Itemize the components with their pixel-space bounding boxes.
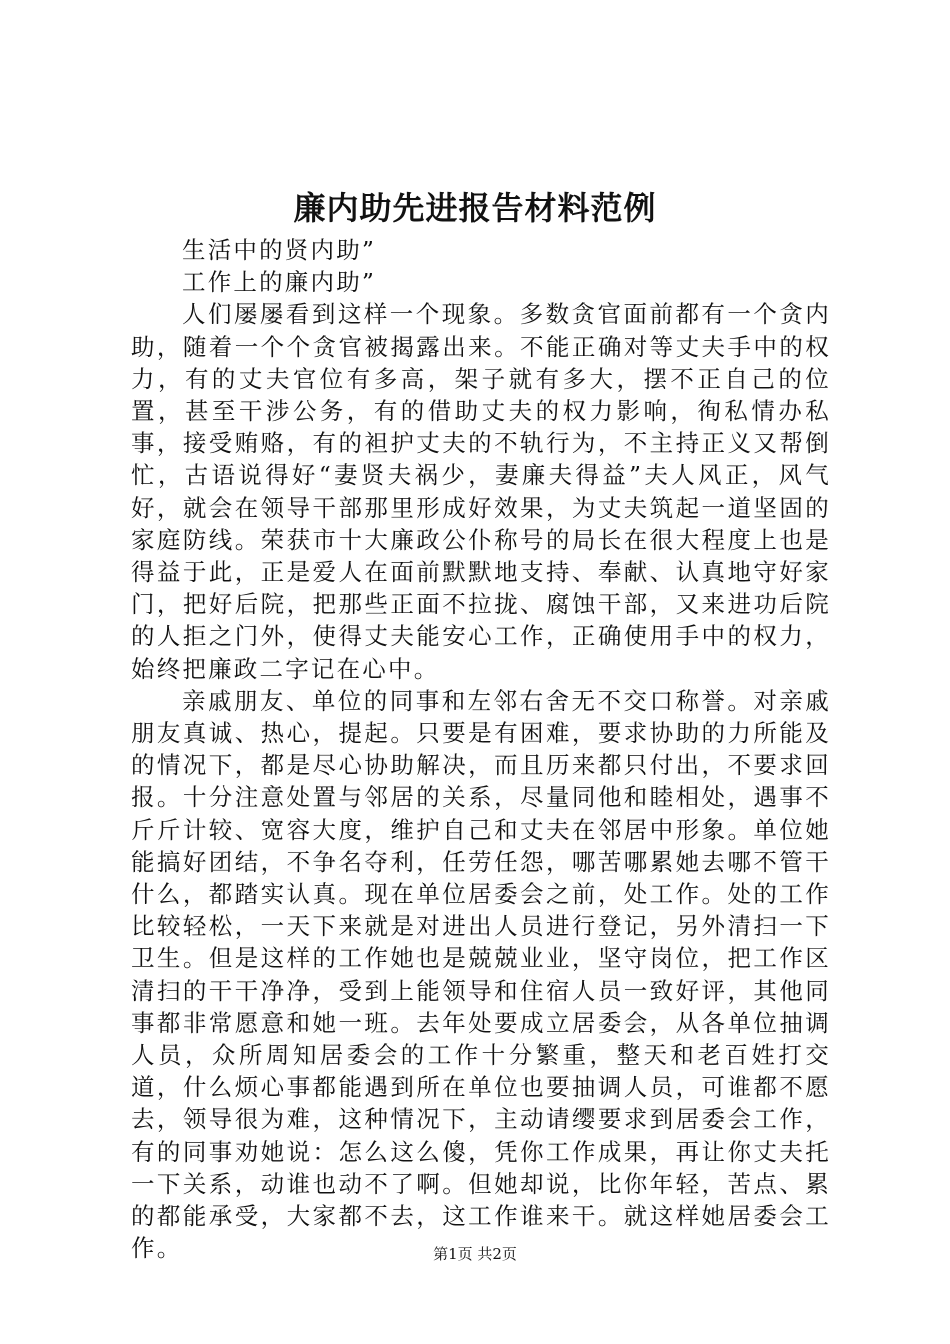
document-body: [131, 234, 831, 1265]
paragraph-3: 人们屡屡看到这样一个现象。多数贪官面前都有一个贪内助，随着一个个贪官被揭露出来。不能正确对等丈夫手中的权力，有的丈夫官位有多高，架子就有多大，摆不正自己的位置，甚至干涉公务，有的借助丈夫的权力影响，徇私情办私事，接受贿赂，有的袒护丈夫的不轨行为，不主持正义又帮倒忙，古语说得好“妻贤夫祸少，妻廉夫得益”夫人风正，风气好，就会在领导干部那里形成好效果，为丈夫筑起一道坚固的家庭防线。荣获市十大廉政公仆称号的局长在很大程度上也是得益于此，正是爱人在面前默默地支持、奉献、认真地守好家门，把好后院，把那些正面不拉拢、腐蚀干部，又来进功后院的人拒之门外，使得丈夫能安心工作，正确使用手中的权力，始终把廉政二字记在心中。: [131, 300, 831, 683]
document-title: 廉内助先进报告材料范例: [293, 189, 657, 227]
paragraph-1: 生活中的贤内助”: [182, 236, 377, 264]
page-number-footer: 第1页 共2页: [433, 1245, 517, 1263]
paragraph-4: 亲戚朋友、单位的同事和左邻右舍无不交口称誉。对亲戚朋友真诚、热心，提起。只要是有困难，要求协助的力所能及的情况下，都是尽心协助解决，而且历来都只付出，不要求回报。十分注意处置与邻居的关系，尽量同他和睦相处，遇事不斤斤计较、宽容大度，维护自己和丈夫在邻居中形象。单位她能搞好团结，不争名夺利，任劳任怨，哪苦哪累她去哪不管干什么，都踏实认真。现在单位居委会之前，处工作。处的工作比较轻松，一天下来就是对进出人员进行登记，另外清扫一下卫生。但是这样的工作她也是兢兢业业，坚守岗位，把工作区清扫的干干净净，受到上能领导和住宿人员一致好评，其他同事都非常愿意和她一班。去年处要成立居委会，从各单位抽调人员，众所周知居委会的工作十分繁重，整天和老百姓打交道，什么烦心事都能遇到所在单位也要抽调人员，可谁都不愿去，领导很为难，这种情况下，主动请缨要求到居委会工作，有的同事劝她说：怎么这么傻，凭你工作成果，再让你丈夫托一下关系，动谁也动不了啊。但她却说，比你年轻，苦点、累的都能承受，大家都不去，这工作谁来干。就这样她居委会工作。: [131, 686, 831, 1263]
paragraph-2: 工作上的廉内助”: [182, 268, 377, 297]
